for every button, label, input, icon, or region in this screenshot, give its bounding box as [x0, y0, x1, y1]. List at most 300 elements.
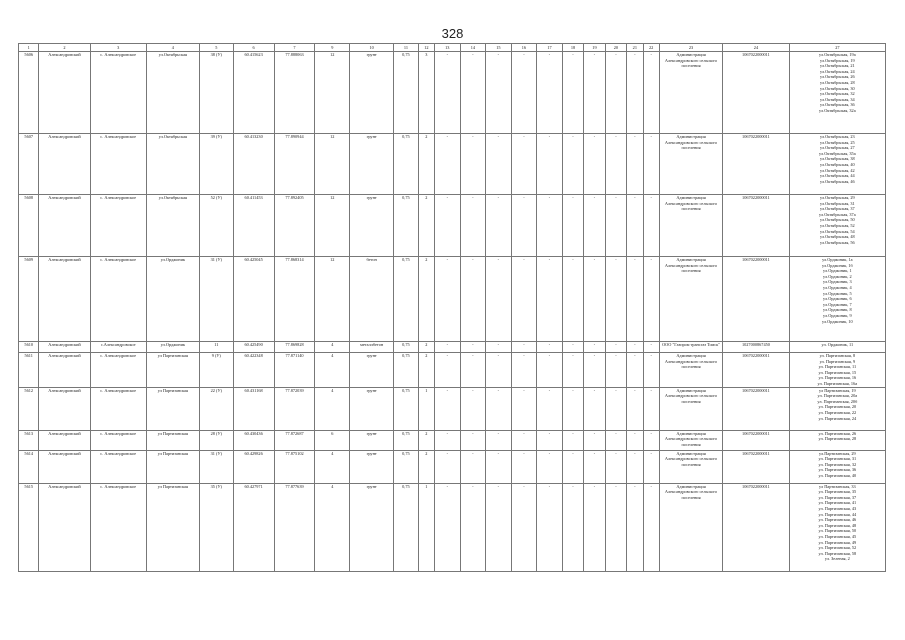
table-cell: 39 (У): [199, 134, 233, 195]
address-line: ул. Партизанская, 15: [818, 369, 857, 375]
table-cell: с. Александровское: [90, 195, 146, 257]
table-cell: металлбетон: [350, 342, 394, 353]
table-cell: 60.425490: [233, 342, 274, 353]
table-cell: 5611: [19, 353, 39, 388]
address-line: ул. Партизанская, 20: [818, 404, 857, 410]
table-cell: 6: [315, 430, 350, 450]
header-row: [19, 44, 886, 52]
table-cell: 22 (У): [199, 387, 233, 430]
table-cell: -: [435, 387, 461, 430]
address-line: ул. Партизанская, 37: [818, 494, 857, 500]
table-cell: 28 (У): [199, 430, 233, 450]
address-line: ул. Партизанская, 50: [818, 528, 857, 534]
address-line: ул. Партизанская, 28: [818, 436, 857, 442]
column-header: 1: [19, 44, 39, 52]
table-cell: -: [537, 134, 563, 195]
column-header: 5: [199, 44, 233, 52]
address-line: ул.Октябрьская, 56: [820, 239, 855, 245]
column-header: 23: [659, 44, 722, 52]
table-cell: -: [511, 430, 537, 450]
table-cell: -: [605, 450, 626, 483]
table-cell: 1067022000011: [723, 483, 789, 571]
table-cell: -: [537, 353, 563, 388]
register-table: [18, 43, 886, 572]
address-line: ул. Партизанская, 31: [818, 456, 857, 462]
table-cell: 77.872039: [274, 387, 315, 430]
table-cell: грунт: [350, 430, 394, 450]
address-line: ул.Октябрьская, 44: [820, 173, 855, 179]
table-cell: -: [584, 450, 605, 483]
address-line: ул. Партизанская, 48: [818, 522, 857, 528]
table-cell: -: [460, 387, 486, 430]
address-line: ул.Октябрьская, 28: [820, 79, 855, 85]
address-list-cell: [789, 387, 885, 430]
table-cell: -: [605, 257, 626, 342]
column-header: 3: [90, 44, 146, 52]
table-cell: грунт: [350, 134, 394, 195]
table-cell: -: [486, 134, 512, 195]
column-header: 11: [394, 44, 419, 52]
table-cell: -: [627, 257, 643, 342]
table-cell: -: [460, 342, 486, 353]
column-header: 4: [146, 44, 199, 52]
address-line: ул.Орджоник, 10: [821, 318, 853, 324]
table-cell: -: [435, 52, 461, 134]
address-line: ул Партизанская, 19: [819, 387, 856, 393]
table-cell: грунт: [350, 353, 394, 388]
table-cell: -: [562, 430, 583, 450]
table-cell: -: [435, 483, 461, 571]
address-line: ул.Октябрьская, 50: [820, 217, 855, 223]
table-cell: -: [460, 450, 486, 483]
table-cell: 1067022000011: [723, 430, 789, 450]
table-cell: 0,75: [394, 134, 419, 195]
table-row: [19, 52, 886, 134]
table-cell: 12: [315, 195, 350, 257]
address-list-cell: [789, 483, 885, 571]
table-cell: -: [435, 450, 461, 483]
address-list-cell: [789, 342, 885, 353]
table-cell: 5607: [19, 134, 39, 195]
table-cell: 35 (У): [199, 483, 233, 571]
table-cell: бетон: [350, 257, 394, 342]
table-cell: 77.869828: [274, 342, 315, 353]
table-cell: 60.431168: [233, 387, 274, 430]
table-cell: Администрация Александровского сельского поселения: [659, 195, 722, 257]
table-cell: -: [643, 257, 659, 342]
column-header: 13: [435, 44, 461, 52]
table-cell: грунт: [350, 387, 394, 430]
address-line: ул. Зеленая, 2: [824, 556, 850, 562]
table-cell: Александровский: [39, 353, 90, 388]
table-cell: 2: [418, 353, 434, 388]
table-cell: 77.890944: [274, 134, 315, 195]
address-line: ул. Партизанская, 44: [818, 511, 857, 517]
table-cell: 77.892405: [274, 195, 315, 257]
table-cell: 0,75: [394, 483, 419, 571]
table-cell: 2: [418, 450, 434, 483]
column-header: 6: [233, 44, 274, 52]
address-line: ул.Октябрьская, 25: [820, 139, 855, 145]
address-line: ул.Октябрьская, 46: [820, 178, 855, 184]
table-cell: -: [584, 257, 605, 342]
table-cell: -: [643, 430, 659, 450]
table-cell: -: [486, 52, 512, 134]
table-cell: -: [643, 195, 659, 257]
table-cell: 2: [418, 257, 434, 342]
table-cell: 77.871140: [274, 353, 315, 388]
table-cell: 0,75: [394, 430, 419, 450]
address-line: ул. Партизанская, 52: [818, 545, 857, 551]
column-header: 15: [486, 44, 512, 52]
address-line: ул.Октябрьская, 24: [820, 68, 855, 74]
address-line: ул. Партизанская, 35: [818, 489, 857, 495]
column-header: 17: [537, 44, 563, 52]
table-cell: -: [605, 195, 626, 257]
table-cell: -: [537, 195, 563, 257]
table-cell: 60.413230: [233, 134, 274, 195]
address-line: ул. Партизанская, 45: [818, 533, 857, 539]
table-cell: -: [460, 353, 486, 388]
table-cell: -: [562, 134, 583, 195]
address-line: ул.Орджоник, 1: [823, 268, 852, 274]
table-cell: -: [627, 450, 643, 483]
table-cell: -: [511, 353, 537, 388]
address-line: ул.Орджоник, 4: [823, 284, 852, 290]
table-cell: 60.422348: [233, 353, 274, 388]
table-cell: -: [537, 387, 563, 430]
table-cell: -: [627, 353, 643, 388]
column-header: 20: [605, 44, 626, 52]
table-cell: -: [486, 450, 512, 483]
table-cell: -: [562, 450, 583, 483]
table-cell: -: [562, 387, 583, 430]
table-cell: с. Александровское: [90, 483, 146, 571]
table-cell: -: [627, 195, 643, 257]
table-cell: -: [643, 342, 659, 353]
table-cell: -: [584, 52, 605, 134]
table-cell: -: [511, 483, 537, 571]
table-cell: -: [584, 430, 605, 450]
table-cell: 4: [315, 342, 350, 353]
table-row: [19, 134, 886, 195]
table-cell: 77.877639: [274, 483, 315, 571]
table-cell: 0,75: [394, 353, 419, 388]
table-cell: -: [537, 257, 563, 342]
address-list-cell: [789, 257, 885, 342]
table-cell: -: [562, 257, 583, 342]
address-line: ул.Октябрьская, 37: [820, 206, 855, 212]
table-cell: 2: [418, 134, 434, 195]
table-cell: -: [435, 134, 461, 195]
table-cell: -: [605, 387, 626, 430]
table-cell: 1067022000011: [723, 353, 789, 388]
table-cell: 0,75: [394, 387, 419, 430]
table-cell: 12: [315, 134, 350, 195]
address-line: ул.Орджоник, 1б: [821, 262, 853, 268]
table-cell: 2: [418, 430, 434, 450]
table-cell: 60.425045: [233, 257, 274, 342]
table-cell: 0,75: [394, 342, 419, 353]
table-cell: 5614: [19, 450, 39, 483]
table-cell: 1067022000011: [723, 257, 789, 342]
address-line: ул.Октябрьская, 42: [820, 167, 855, 173]
table-cell: -: [584, 134, 605, 195]
table-cell: грунт: [350, 52, 394, 134]
address-list-cell: [789, 195, 885, 257]
table-cell: -: [562, 195, 583, 257]
address-line: ул.Октябрьская, 19: [820, 57, 855, 63]
table-cell: -: [605, 342, 626, 353]
address-line: ул. Партизанская, 40: [818, 472, 857, 478]
address-line: ул.Октябрьская, 29: [820, 195, 855, 200]
table-cell: 1067022000011: [723, 450, 789, 483]
table-cell: -: [605, 483, 626, 571]
table-cell: 1067022000011: [723, 195, 789, 257]
column-header: 9: [315, 44, 350, 52]
table-cell: -: [460, 195, 486, 257]
table-cell: 1027000867450: [723, 342, 789, 353]
column-header: 2: [39, 44, 90, 52]
table-cell: 9 (У): [199, 353, 233, 388]
column-header: 10: [350, 44, 394, 52]
table-cell: -: [486, 353, 512, 388]
address-list-cell: [789, 353, 885, 388]
address-line: ул. Партизанская, 16: [818, 375, 857, 381]
table-cell: -: [627, 387, 643, 430]
table-cell: -: [511, 52, 537, 134]
address-line: ул. Партизанская, 49: [818, 539, 857, 545]
table-cell: -: [562, 353, 583, 388]
table-cell: -: [643, 483, 659, 571]
table-row: [19, 483, 886, 571]
table-cell: 1: [418, 387, 434, 430]
table-cell: -: [605, 430, 626, 450]
column-header: 22: [643, 44, 659, 52]
table-cell: ул Партизанская: [146, 430, 199, 450]
table-cell: 60.429826: [233, 450, 274, 483]
table-cell: -: [486, 257, 512, 342]
table-cell: Александровский: [39, 257, 90, 342]
table-cell: -: [627, 430, 643, 450]
table-cell: -: [511, 387, 537, 430]
table-row: [19, 353, 886, 388]
table-cell: Администрация Александровского сельского поселения: [659, 430, 722, 450]
table-cell: 31 (У): [199, 257, 233, 342]
table-cell: -: [584, 353, 605, 388]
table-cell: -: [605, 134, 626, 195]
table-cell: 5612: [19, 387, 39, 430]
address-line: ул.Орджоник, 6: [823, 296, 852, 302]
table-cell: грунт: [350, 450, 394, 483]
table-cell: -: [537, 342, 563, 353]
table-cell: Александровский: [39, 387, 90, 430]
address-line: ул. Партизанская, 22: [818, 409, 857, 415]
table-cell: -: [435, 257, 461, 342]
table-cell: -: [627, 52, 643, 134]
address-line: ул. Партизанская, 20б: [817, 398, 858, 404]
table-cell: 5609: [19, 257, 39, 342]
table-cell: -: [643, 450, 659, 483]
table-cell: Администрация Александровского сельского поселения: [659, 257, 722, 342]
table-cell: Александровский: [39, 342, 90, 353]
address-list-cell: [789, 450, 885, 483]
table-cell: -: [627, 134, 643, 195]
address-line: ул.Орджоник, 9: [823, 312, 852, 318]
address-line: ул. Партизанская, 26: [818, 430, 857, 436]
table-cell: 2: [418, 195, 434, 257]
table-cell: -: [511, 342, 537, 353]
table-cell: 77.872687: [274, 430, 315, 450]
table-cell: -: [435, 195, 461, 257]
table-cell: Александровский: [39, 483, 90, 571]
table-cell: -: [627, 342, 643, 353]
table-cell: 77.888063: [274, 52, 315, 134]
address-line: ул.Октябрьская, 36: [820, 102, 855, 108]
table-cell: с.Александровское: [90, 342, 146, 353]
table-cell: -: [643, 353, 659, 388]
table-cell: 52 (У): [199, 195, 233, 257]
table-cell: -: [584, 195, 605, 257]
address-line: ул.Октябрьская, 37а: [819, 211, 856, 217]
address-line: ул.Орджоник, 3: [823, 279, 852, 285]
table-cell: Александровский: [39, 134, 90, 195]
column-header: 16: [511, 44, 537, 52]
table-cell: -: [562, 52, 583, 134]
table-cell: -: [511, 257, 537, 342]
address-line: ул.Октябрьская, 40: [820, 161, 855, 167]
table-cell: 60.430436: [233, 430, 274, 450]
table-cell: -: [643, 387, 659, 430]
table-cell: с. Александровское: [90, 257, 146, 342]
table-cell: Администрация Александровского сельского поселения: [659, 387, 722, 430]
table-cell: 5610: [19, 342, 39, 353]
table-cell: -: [486, 430, 512, 450]
table-cell: 1067022000011: [723, 52, 789, 134]
address-line: ул. Партизанская, 11: [818, 364, 857, 370]
address-line: ул.Партизанская, 29: [819, 450, 856, 456]
address-line: ул.Октябрьская, 19а: [819, 52, 856, 57]
table-cell: Александровский: [39, 430, 90, 450]
table-cell: -: [460, 257, 486, 342]
table-cell: Александровский: [39, 52, 90, 134]
address-line: ул.Октябрьская, 32: [820, 91, 855, 97]
table-cell: -: [486, 195, 512, 257]
table-cell: 0,75: [394, 195, 419, 257]
table-row: [19, 387, 886, 430]
table-cell: 4: [315, 353, 350, 388]
table-cell: -: [460, 52, 486, 134]
table-cell: ул.Орджоник: [146, 342, 199, 353]
table-cell: -: [537, 450, 563, 483]
table-row: [19, 430, 886, 450]
table-cell: -: [562, 342, 583, 353]
address-line: ул.Октябрьская, 54: [820, 228, 855, 234]
table-cell: 4: [315, 483, 350, 571]
table-cell: ул Партизанская: [146, 387, 199, 430]
table-cell: -: [435, 342, 461, 353]
table-cell: -: [584, 483, 605, 571]
table-cell: с. Александровское: [90, 387, 146, 430]
page-number: 328: [441, 26, 464, 41]
address-line: ул. Партизанская, 16а: [817, 380, 858, 386]
table-cell: ул Партизанская: [146, 483, 199, 571]
table-cell: ул.Октябрьская: [146, 52, 199, 134]
table-cell: -: [584, 387, 605, 430]
address-line: ул.Октябрьская, 31: [820, 200, 855, 206]
address-line: ул. Партизанская, 9: [819, 358, 856, 364]
address-line: ул.Октябрьская, 30: [820, 85, 855, 91]
table-cell: 4: [315, 387, 350, 430]
table-cell: -: [511, 450, 537, 483]
table-cell: 60.415623: [233, 52, 274, 134]
table-cell: 5606: [19, 52, 39, 134]
address-list-cell: [789, 430, 885, 450]
address-line: ул.Орджоник, 8: [823, 307, 852, 313]
address-line: ул. Партизанская, 46: [818, 517, 857, 523]
column-header: 27: [789, 44, 885, 52]
table-cell: 60.411453: [233, 195, 274, 257]
table-cell: 12: [315, 257, 350, 342]
table-cell: -: [486, 387, 512, 430]
address-line: ул. Орджоник, 11: [821, 342, 854, 347]
address-line: ул.Орджоник, 5: [823, 290, 852, 296]
table-cell: с. Александровское: [90, 353, 146, 388]
address-line: ул Партизанская, 33: [819, 483, 856, 489]
table-cell: -: [605, 353, 626, 388]
address-line: ул. Партизанская, 43: [818, 505, 857, 511]
table-cell: -: [486, 483, 512, 571]
table-cell: -: [537, 52, 563, 134]
table-cell: 5613: [19, 430, 39, 450]
table-cell: 60.427971: [233, 483, 274, 571]
address-line: ул.Орджоник, 1а: [822, 257, 853, 262]
address-line: ул.Октябрьская, 52: [820, 222, 855, 228]
address-line: ул. Партизанская, 8: [819, 353, 856, 358]
table-cell: 77.875102: [274, 450, 315, 483]
table-cell: -: [435, 430, 461, 450]
table-cell: 4: [315, 450, 350, 483]
table-row: [19, 195, 886, 257]
table-cell: Администрация Александровского сельского поселения: [659, 450, 722, 483]
table-cell: Администрация Александровского сельского поселения: [659, 134, 722, 195]
column-header: 18: [562, 44, 583, 52]
address-line: ул.Октябрьская, 23: [820, 134, 855, 139]
address-line: ул.Орджоник, 7: [823, 301, 852, 307]
table-cell: ул Партизанская: [146, 353, 199, 388]
table-cell: 0,75: [394, 257, 419, 342]
table-cell: -: [627, 483, 643, 571]
table-cell: 38 (У): [199, 52, 233, 134]
table-cell: 31 (У): [199, 450, 233, 483]
table-cell: -: [460, 134, 486, 195]
table-cell: -: [460, 483, 486, 571]
table-cell: с. Александровское: [90, 450, 146, 483]
table-row: [19, 342, 886, 353]
address-line: ул.Октябрьская, 32а: [819, 107, 856, 113]
address-line: ул.Октябрьская, 35а: [819, 150, 856, 156]
table-cell: 1067022000011: [723, 387, 789, 430]
table-cell: -: [562, 483, 583, 571]
address-line: ул.Октябрьская, 34: [820, 96, 855, 102]
table-cell: 0,75: [394, 52, 419, 134]
table-row: [19, 450, 886, 483]
column-header: 7: [274, 44, 315, 52]
address-line: ул. Партизанская, 58: [818, 550, 857, 556]
table-cell: Александровский: [39, 195, 90, 257]
table-cell: 77.868314: [274, 257, 315, 342]
table-cell: Администрация Александровского сельского поселения: [659, 52, 722, 134]
